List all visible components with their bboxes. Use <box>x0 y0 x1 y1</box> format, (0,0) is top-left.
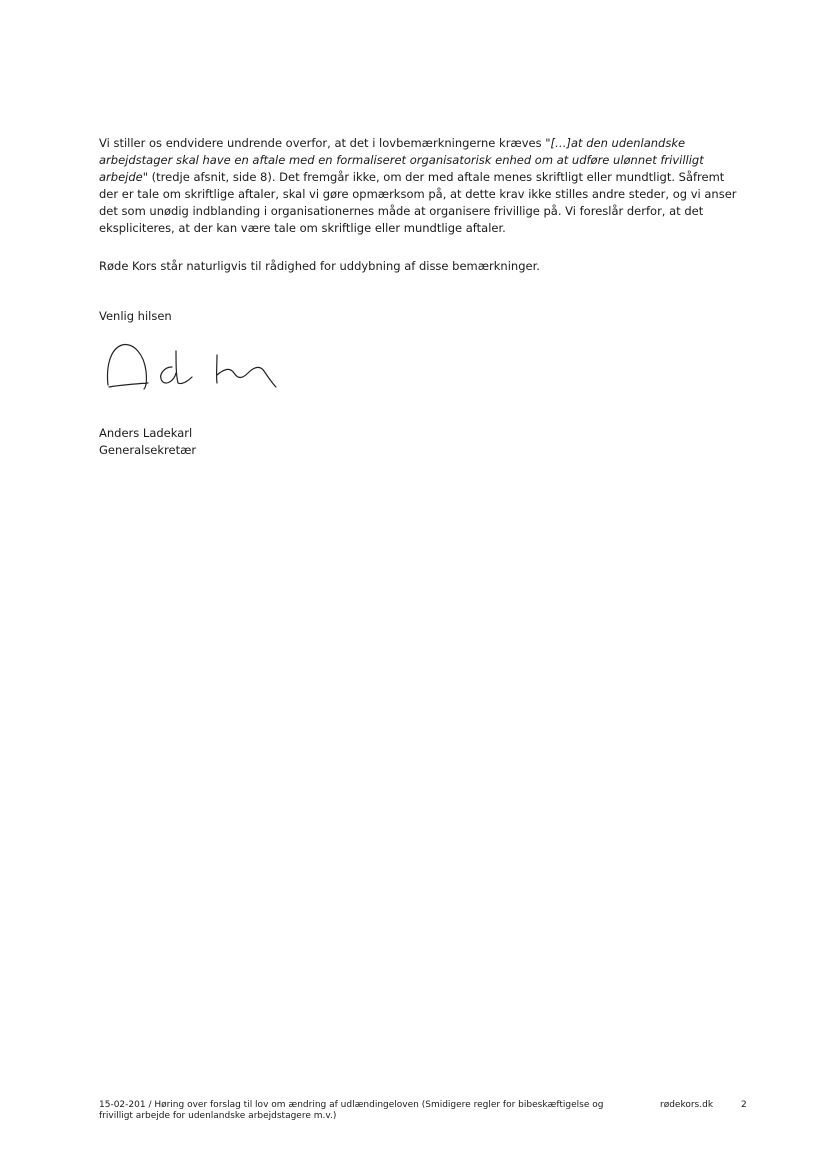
handwritten-signature <box>100 337 290 401</box>
closing-greeting: Venlig hilsen <box>99 309 172 323</box>
sender-name: Anders Ladekarl <box>99 426 193 440</box>
paragraph1-intro: Vi stiller os endvidere undrende overfor, at det i lovbemærkningerne kræves <box>99 136 546 150</box>
footer-page-number: 2 <box>741 1100 747 1110</box>
paragraph-availability: Røde Kors står naturligvis til rådighed for uddybning af disse bemærkninger. <box>99 259 540 273</box>
sender-title: Generalsekretær <box>99 443 197 457</box>
paragraph1-rest: (tredje afsnit, side 8). Det fremgår ikke, om der med aftale menes skriftligt eller mundtligt. Såfremt der er tale om skriftlige aftaler, skal vi gøre opmærksom på, at dette krav ikke stilles andre steder, og vi anser det som unødig indblanding i organisationernes måde at organisere frivillige på. Vi foreslår derfor, at det ekspliciteres, at der kan være tale om skriftlige eller mundtlige aftaler. <box>99 170 737 235</box>
paragraph1-quote: "[…]at den udenlandske arbejdstager skal have en aftale med en formaliseret organisatorisk enhed om at udføre ulønnet frivilligt arbejde" <box>99 136 704 184</box>
footer-website: rødekors.dk <box>660 1100 714 1110</box>
sender-block <box>99 425 196 459</box>
paragraph-voluntary-agreement <box>99 135 739 237</box>
footer-description: 15-02-201 / Høring over forslag til lov om ændring af udlændingeloven (Smidigere regler for bibeskæftigelse og frivilligt arbejde for udenlandske arbejdstagere m.v.) <box>99 1100 604 1121</box>
